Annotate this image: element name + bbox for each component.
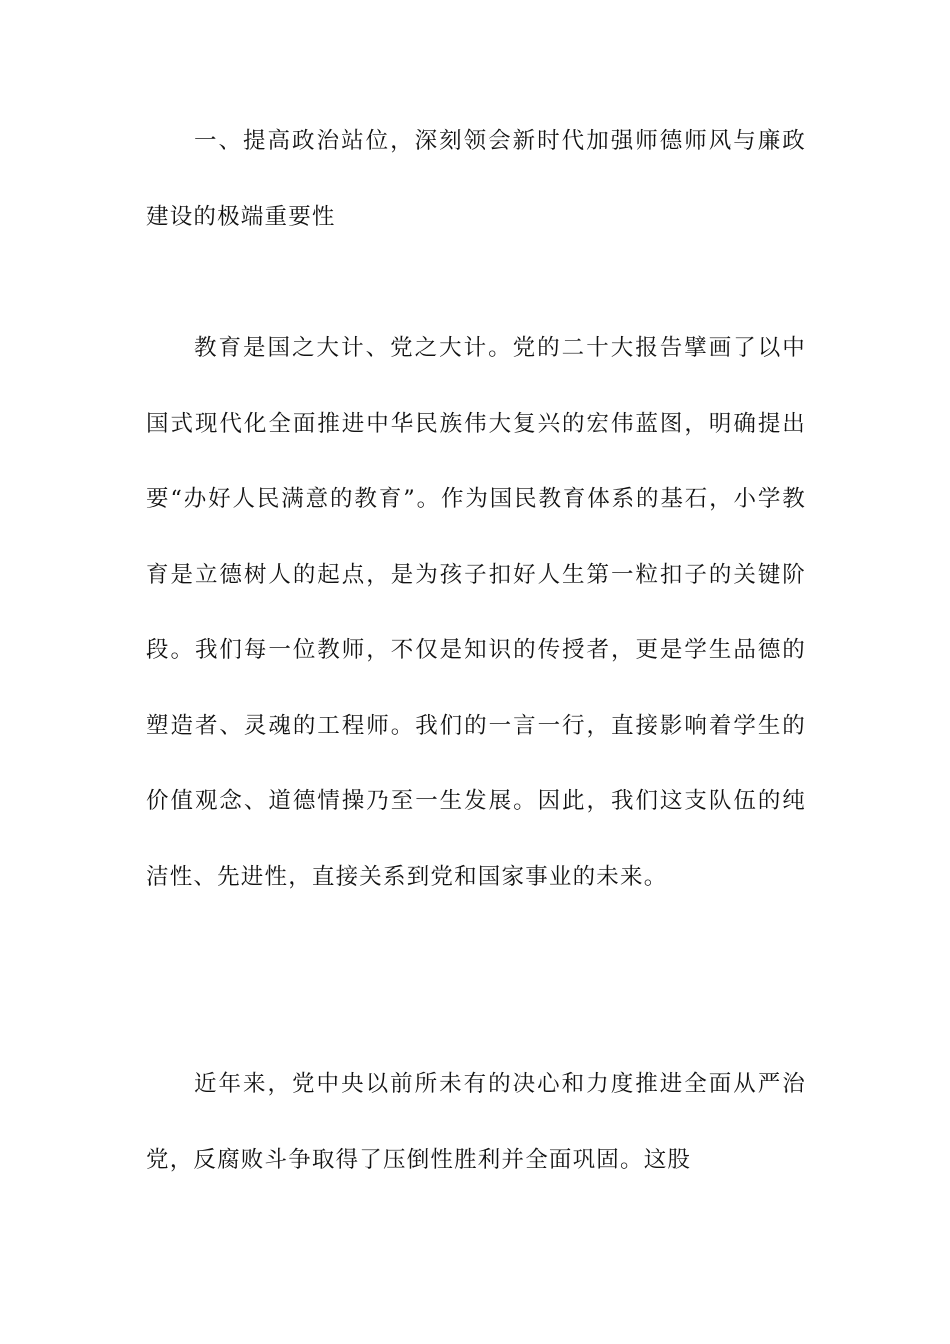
body-paragraph: 教育是国之大计、党之大计。党的二十大报告擘画了以中国式现代化全面推进中华民族伟大复兴的宏伟蓝图，明确提出要“办好人民满意的教育”。作为国民教育体系的基石，小学教育是立德树人的起点，是为孩子扣好人生第一粒扣子的关键阶段。我们每一位教师，不仅是知识的传授者，更是学生品德的塑造者、灵魂的工程师。我们的一言一行，直接影响着学生的价值观念、道德情操乃至一生发展。因此，我们这支队伍的纯洁性、先进性，直接关系到党和国家事业的未来。	[146, 335, 806, 890]
section-heading: 一、提高政治站位，深刻领会新时代加强师德师风与廉政建设的极端重要性	[146, 128, 806, 230]
body-paragraph: 近年来，党中央以前所未有的决心和力度推进全面从严治党，反腐败斗争取得了压倒性胜利并全面巩固。这股	[146, 1071, 806, 1173]
